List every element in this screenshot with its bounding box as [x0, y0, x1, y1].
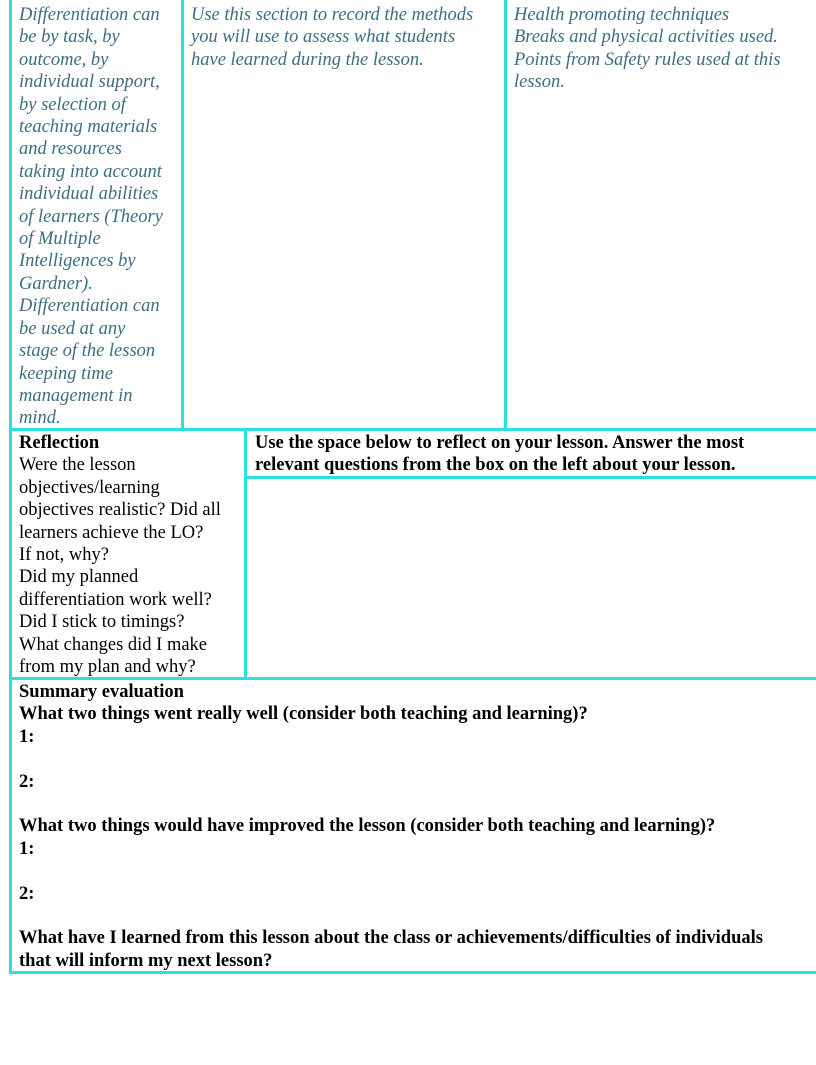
health-cell	[514, 4, 814, 94]
border-divider-1	[181, 0, 184, 430]
border-left	[9, 0, 12, 974]
differentiation-text: Differentiation can be by task, by outcome, by individual support, by selection of teaching materials and resources taking into account individual abilities of learners (Theory of Multiple Intelligences by Gardner). Differentiation can be used at any stage of the lesson keeping time management in mind.	[19, 5, 163, 429]
reflection-heading: Reflection	[19, 433, 100, 453]
health-text: Health promoting techniques Breaks and physical activities used. Points from Safety rules used at this lesson.	[514, 5, 781, 93]
border-divider-2	[504, 0, 507, 430]
learned-question: What have I learned from this lesson about the class or achievements/difficulties of individuals that will inform my next lesson?	[19, 928, 763, 971]
reflection-answer-area[interactable]	[247, 479, 816, 677]
went-well-question: What two things went really well (consider both teaching and learning)?	[19, 704, 588, 725]
went-well-2: 2:	[19, 771, 35, 792]
improve-question: What two things would have improved the lesson (consider both teaching and learning)?	[19, 816, 716, 837]
reflection-cell	[19, 432, 244, 678]
reflection-instruction: Use the space below to reflect on your lesson. Answer the most relevant questions from the box on the left about your lesson.	[255, 433, 745, 476]
summary-heading: Summary evaluation	[19, 682, 184, 702]
assessment-cell	[191, 4, 503, 71]
summary-cell	[19, 681, 816, 972]
assessment-text: Use this section to record the methods you will use to assess what students have learned during the lesson.	[191, 5, 474, 70]
reflection-instruction-cell	[255, 432, 815, 477]
went-well-1: 1:	[19, 726, 35, 747]
differentiation-cell	[19, 4, 181, 430]
improve-1: 1:	[19, 838, 35, 859]
reflection-questions: Were the lesson objectives/learning objectives realistic? Did all learners achieve the LO? If not, why? Did my planned differentiation work well? Did I stick to timings? What changes did I make from my plan and why?	[19, 455, 221, 678]
improve-2: 2:	[19, 883, 35, 904]
